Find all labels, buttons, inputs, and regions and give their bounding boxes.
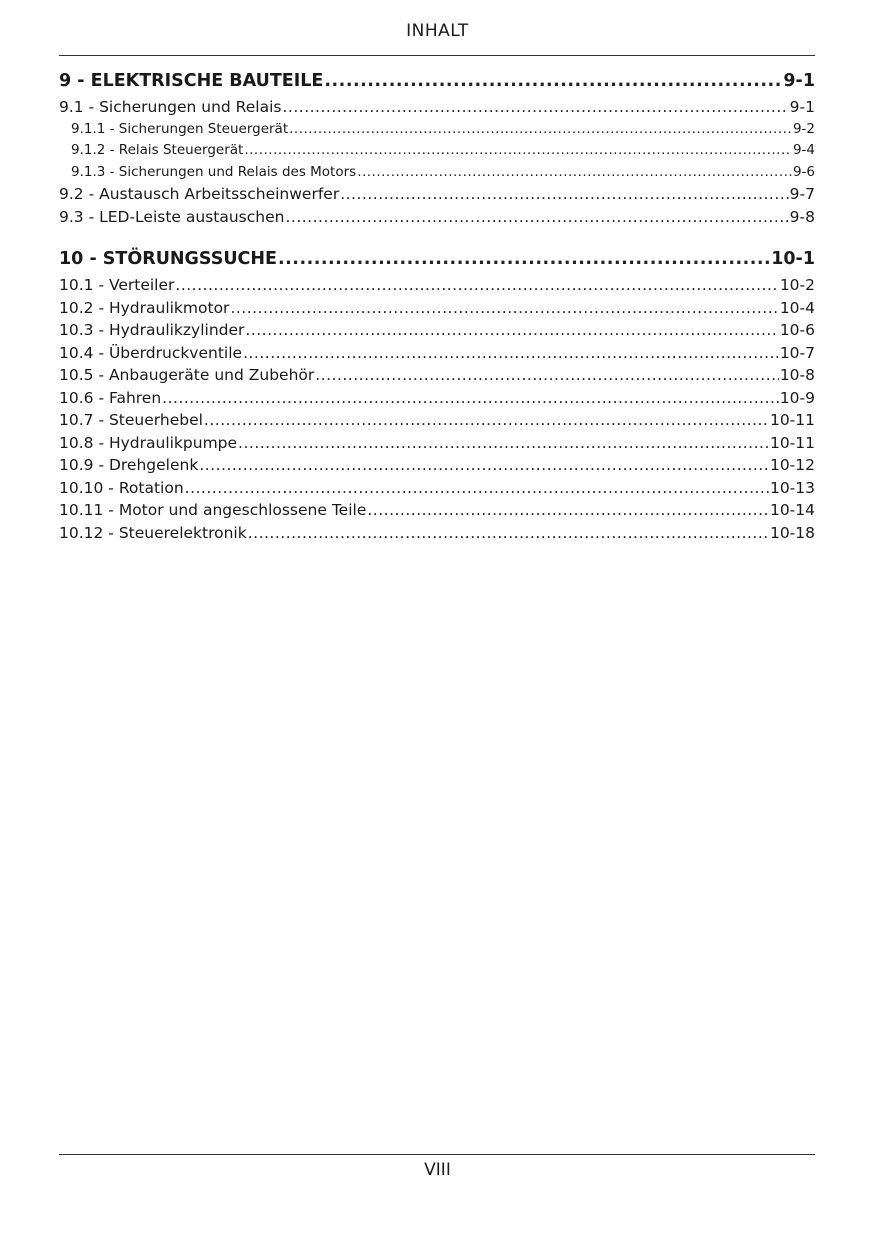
- toc-entry-10-7[interactable]: [59, 409, 815, 432]
- dot-leader: [248, 522, 769, 545]
- toc-entry-page: 9-6: [792, 163, 815, 180]
- dot-leader: [204, 409, 769, 432]
- toc-entry-page: 10-8: [779, 366, 815, 384]
- toc-entry-title: 10.4 - Überdruckventile: [59, 343, 243, 362]
- toc-entry-page: 9-1: [789, 98, 815, 116]
- toc-entry-title: 9.1.2 - Relais Steuergerät: [71, 142, 244, 158]
- dot-leader: [199, 454, 769, 477]
- dot-leader: [282, 96, 788, 119]
- toc-entry-title: 10.12 - Steuerelektronik: [59, 523, 247, 542]
- table-of-contents: [59, 66, 815, 544]
- toc-entry-title: 10.8 - Hydraulikpumpe: [59, 433, 238, 452]
- toc-entry-page: 9-8: [789, 207, 815, 226]
- dot-leader: [367, 499, 769, 522]
- toc-entry-title: 9.2 - Austausch Arbeitsscheinwerfer: [59, 185, 340, 203]
- toc-entry-page: 10-14: [769, 501, 815, 519]
- dot-leader: [357, 162, 792, 184]
- toc-chapter-title: 10 - STÖRUNGSSUCHE: [59, 249, 277, 269]
- toc-entry-9-1[interactable]: [59, 96, 815, 119]
- toc-chapter-title: 9 - ELEKTRISCHE BAUTEILE: [59, 71, 324, 91]
- toc-entry-title: 10.9 - Drehgelenk: [59, 456, 199, 474]
- toc-entry-title: 10.3 - Hydraulikzylinder: [59, 321, 245, 339]
- dot-leader: [324, 66, 782, 96]
- toc-entry-title: 10.1 - Verteiler: [59, 276, 175, 294]
- footer-page-number: VIII: [424, 1160, 451, 1180]
- footer-divider: [59, 1154, 815, 1155]
- dot-leader: [278, 244, 770, 274]
- dot-leader: [175, 274, 778, 297]
- toc-entry-page: 10-7: [779, 343, 815, 362]
- toc-entry-9-1-2[interactable]: [59, 140, 815, 162]
- toc-entry-10-9[interactable]: [59, 454, 815, 477]
- header-divider: [59, 55, 815, 56]
- toc-chapter-9[interactable]: [59, 66, 815, 96]
- toc-entry-9-2[interactable]: [59, 183, 815, 206]
- dot-leader: [162, 387, 779, 410]
- toc-entry-10-3[interactable]: [59, 319, 815, 342]
- toc-entry-page: 10-2: [779, 276, 815, 294]
- toc-entry-10-8[interactable]: [59, 432, 815, 455]
- toc-entry-title: 9.1.1 - Sicherungen Steuergerät: [71, 120, 289, 137]
- toc-entry-title: 10.6 - Fahren: [59, 388, 162, 407]
- dot-leader: [244, 140, 792, 162]
- dot-leader: [185, 477, 769, 500]
- dot-leader: [289, 119, 792, 141]
- toc-entry-title: 10.11 - Motor und angeschlossene Teile: [59, 501, 367, 519]
- dot-leader: [243, 342, 779, 365]
- dot-leader: [230, 297, 778, 320]
- toc-entry-title: 9.3 - LED-Leiste austauschen: [59, 207, 285, 226]
- dot-leader: [238, 432, 769, 455]
- toc-chapter-10[interactable]: [59, 244, 815, 274]
- toc-entry-page: 10-13: [769, 478, 815, 497]
- toc-entry-10-2[interactable]: [59, 297, 815, 320]
- toc-entry-page: 9-4: [792, 142, 815, 158]
- toc-entry-10-1[interactable]: [59, 274, 815, 297]
- toc-entry-10-5[interactable]: [59, 364, 815, 387]
- toc-entry-9-1-3[interactable]: [59, 162, 815, 184]
- toc-chapter-page: 10-1: [771, 249, 815, 269]
- toc-entry-10-10[interactable]: [59, 477, 815, 500]
- toc-entry-page: 10-11: [769, 433, 815, 452]
- dot-leader: [285, 206, 788, 229]
- page-header-title: INHALT: [406, 21, 469, 41]
- toc-entry-title: 10.10 - Rotation: [59, 478, 184, 497]
- toc-entry-page: 10-11: [769, 411, 815, 429]
- dot-leader: [340, 183, 788, 206]
- toc-entry-title: 10.7 - Steuerhebel: [59, 411, 203, 429]
- toc-entry-10-4[interactable]: [59, 342, 815, 365]
- toc-entry-title: 10.5 - Anbaugeräte und Zubehör: [59, 366, 315, 384]
- toc-chapter-page: 9-1: [783, 71, 815, 91]
- toc-entry-10-12[interactable]: [59, 522, 815, 545]
- dot-leader: [315, 364, 779, 387]
- toc-entry-title: 10.2 - Hydraulikmotor: [59, 298, 230, 317]
- dot-leader: [245, 319, 778, 342]
- toc-entry-page: 10-9: [779, 388, 815, 407]
- toc-entry-title: 9.1.3 - Sicherungen und Relais des Motors: [71, 163, 357, 180]
- toc-entry-page: 9-2: [792, 120, 815, 137]
- toc-entry-10-11[interactable]: [59, 499, 815, 522]
- toc-entry-10-6[interactable]: [59, 387, 815, 410]
- toc-entry-page: 10-6: [779, 321, 815, 339]
- toc-entry-9-1-1[interactable]: [59, 119, 815, 141]
- toc-entry-title: 9.1 - Sicherungen und Relais: [59, 98, 282, 116]
- toc-entry-page: 9-7: [789, 185, 815, 203]
- toc-entry-9-3[interactable]: [59, 206, 815, 229]
- toc-entry-page: 10-18: [769, 523, 815, 542]
- toc-entry-page: 10-4: [779, 298, 815, 317]
- toc-entry-page: 10-12: [769, 456, 815, 474]
